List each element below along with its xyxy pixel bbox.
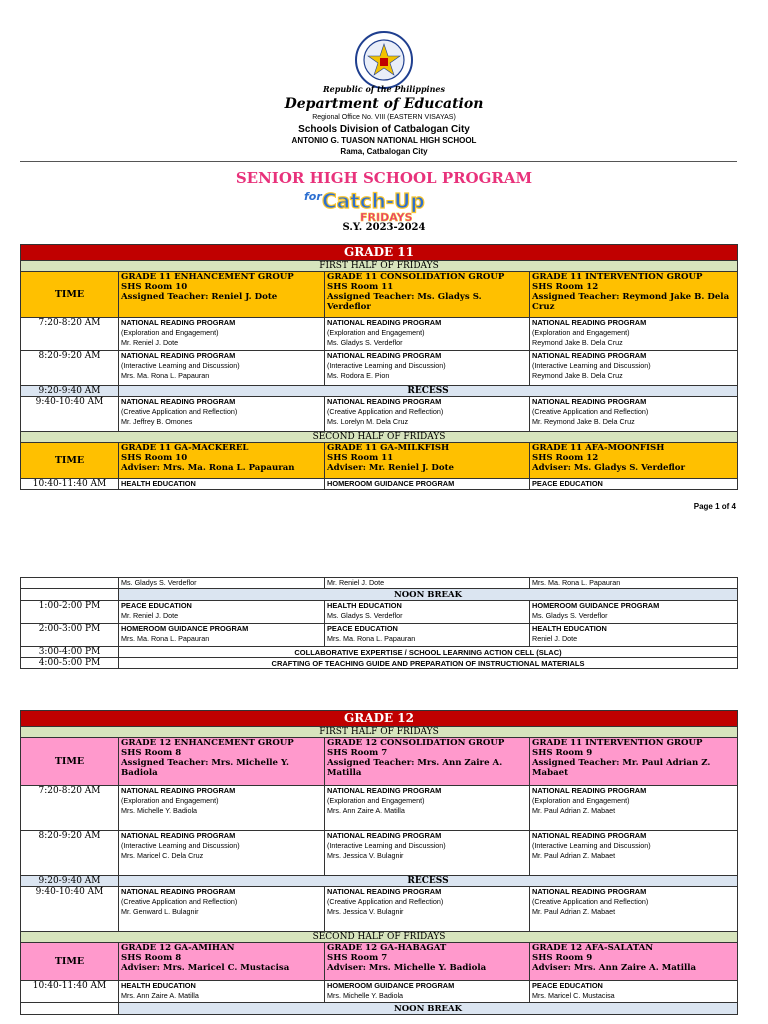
class-name: GRADE 11 GA-MACKEREL — [121, 443, 249, 453]
schedule-cell — [119, 786, 325, 831]
subject: PEACE EDUCATION — [121, 601, 192, 610]
class-adviser: Adviser: Mrs. Ma. Rona L. Papauran — [121, 463, 295, 473]
teacher: Ms. Gladys S. Verdeflor — [327, 611, 403, 620]
grade11-schedule-table — [20, 244, 738, 490]
teacher: Mrs. Jessica V. Bulagnir — [327, 851, 404, 860]
teacher: Mr. Jeffrey B. Omones — [121, 417, 193, 426]
class-adviser: Adviser: Mr. Reniel J. Dote — [327, 463, 455, 473]
time-cell: 9:40-10:40 AM — [21, 887, 119, 932]
schedule-cell — [119, 887, 325, 932]
recess-label: RECESS — [119, 386, 738, 397]
time-cell: 3:00-4:00 PM — [21, 647, 119, 658]
grade11-group-enhancement — [119, 272, 325, 318]
group-room: SHS Room 12 — [532, 282, 599, 292]
subject: NATIONAL READING PROGRAM — [121, 397, 236, 406]
subject: NATIONAL READING PROGRAM — [327, 318, 442, 327]
schedule-cell — [119, 479, 325, 490]
schedule-cell — [325, 318, 530, 351]
teacher: Mr. Genward L. Bulagnir — [121, 907, 199, 916]
catch-up-fridays-logo — [300, 186, 460, 224]
advisory-class — [530, 943, 738, 981]
schedule-cell — [530, 981, 738, 1003]
time-cell: 2:00-3:00 PM — [21, 624, 119, 647]
subject: NATIONAL READING PROGRAM — [121, 351, 236, 360]
phase: (Creative Application and Reflection) — [121, 407, 238, 416]
time-header: TIME — [21, 443, 119, 479]
class-room: SHS Room 12 — [532, 453, 599, 463]
time-header: TIME — [21, 738, 119, 786]
deped-seal-logo — [354, 30, 414, 90]
phase: (Interactive Learning and Discussion) — [327, 841, 446, 850]
subject: NATIONAL READING PROGRAM — [327, 397, 442, 406]
time-cell: 8:20-9:20 AM — [21, 831, 119, 876]
schedule-cell — [325, 786, 530, 831]
crafting-activity: CRAFTING OF TEACHING GUIDE AND PREPARATION OF INSTRUCTIONAL MATERIALS — [119, 658, 738, 669]
schedule-cell — [325, 831, 530, 876]
schedule-cell — [530, 479, 738, 490]
division-line: Schools Division of Catbalogan City — [298, 124, 470, 135]
class-name: GRADE 12 GA-HABAGAT — [327, 943, 447, 953]
subject: NATIONAL READING PROGRAM — [532, 831, 647, 840]
noon-break-label: NOON BREAK — [119, 1003, 738, 1015]
subject: NATIONAL READING PROGRAM — [121, 318, 236, 327]
region-line: Regional Office No. VIII (EASTERN VISAYAS) — [312, 114, 456, 121]
subject: PEACE EDUCATION — [532, 981, 603, 990]
phase: (Interactive Learning and Discussion) — [327, 361, 446, 370]
class-room: SHS Room 8 — [121, 953, 182, 963]
schedule-cell — [325, 601, 530, 624]
schedule-cell — [530, 397, 738, 432]
time-cell: 9:40-10:40 AM — [21, 397, 119, 432]
grade12-schedule-table — [20, 710, 738, 1015]
subject: HOMEROOM GUIDANCE PROGRAM — [121, 624, 249, 633]
class-name: GRADE 12 GA-AMIHAN — [121, 943, 235, 953]
group-teacher: Assigned Teacher: Ms. Gladys S. Verdeflor — [327, 292, 482, 312]
phase: (Creative Application and Reflection) — [327, 897, 444, 906]
schedule-cell — [325, 479, 530, 490]
group-name: GRADE 12 ENHANCEMENT GROUP — [121, 738, 294, 748]
teacher: Mrs. Ann Zaire A. Matilla — [121, 991, 199, 1000]
recess-time: 9:20-9:40 AM — [21, 876, 119, 887]
phase: (Exploration and Engagement) — [327, 328, 425, 337]
teacher: Mr. Paul Adrian Z. Mabaet — [532, 851, 616, 860]
teacher: Reymond Jake B. Dela Cruz — [532, 371, 623, 380]
group-name: GRADE 11 CONSOLIDATION GROUP — [327, 272, 505, 282]
grade12-title: GRADE 12 — [21, 711, 738, 727]
advisory-class — [119, 443, 325, 479]
subject: NATIONAL READING PROGRAM — [121, 831, 236, 840]
advisory-class — [325, 943, 530, 981]
department-name: Department of Education — [284, 96, 484, 112]
school-name: ANTONIO G. TUASON NATIONAL HIGH SCHOOL — [291, 136, 477, 145]
phase: (Interactive Learning and Discussion) — [532, 841, 651, 850]
time-cell: 10:40-11:40 AM — [21, 479, 119, 490]
group-name: GRADE 12 CONSOLIDATION GROUP — [327, 738, 505, 748]
phase: (Exploration and Engagement) — [327, 796, 425, 805]
schedule-cell — [530, 351, 738, 386]
schedule-cell — [119, 578, 325, 589]
slac-activity: COLLABORATIVE EXPERTISE / SCHOOL LEARNING ACTION CELL (SLAC) — [119, 647, 738, 658]
time-cell: 1:00-2:00 PM — [21, 601, 119, 624]
schedule-cell — [119, 601, 325, 624]
schedule-cell — [530, 578, 738, 589]
catchup-sub-text: FRIDAYS — [360, 211, 413, 224]
grade11-first-half-label: FIRST HALF OF FRIDAYS — [21, 261, 738, 272]
group-name: GRADE 11 INTERVENTION GROUP — [532, 738, 703, 748]
schedule-cell — [119, 318, 325, 351]
class-name: GRADE 11 AFA-MOONFISH — [532, 443, 665, 453]
advisory-class — [530, 443, 738, 479]
grade12-second-half-label: SECOND HALF OF FRIDAYS — [21, 932, 738, 943]
subject: HEALTH EDUCATION — [121, 981, 196, 990]
school-year: S.Y. 2023-2024 — [342, 222, 426, 233]
class-name: GRADE 11 GA-MILKFISH — [327, 443, 450, 453]
subject: NATIONAL READING PROGRAM — [327, 351, 442, 360]
phase: (Creative Application and Reflection) — [532, 407, 649, 416]
subject: HOMEROOM GUIDANCE PROGRAM — [327, 981, 455, 990]
subject: PEACE EDUCATION — [532, 479, 603, 488]
class-adviser: Adviser: Ms. Gladys S. Verdeflor — [532, 463, 686, 473]
teacher: Mr. Reniel J. Dote — [121, 338, 179, 347]
subject: HOMEROOM GUIDANCE PROGRAM — [327, 479, 455, 488]
teacher: Ms. Gladys S. Verdeflor — [532, 611, 608, 620]
time-cell: 8:20-9:20 AM — [21, 351, 119, 386]
subject: NATIONAL READING PROGRAM — [121, 786, 236, 795]
school-address: Rama, Catbalogan City — [340, 147, 428, 156]
time-cell-empty — [21, 578, 119, 589]
teacher: Mr. Reymond Jake B. Dela Cruz — [532, 417, 635, 426]
schedule-cell — [325, 981, 530, 1003]
time-cell: 10:40-11:40 AM — [21, 981, 119, 1003]
class-room: SHS Room 10 — [121, 453, 188, 463]
schedule-cell — [119, 624, 325, 647]
page-number: Page 1 of 4 — [693, 502, 736, 511]
grade12-group-consolidation — [325, 738, 530, 786]
schedule-cell — [530, 786, 738, 831]
teacher: Mr. Paul Adrian Z. Mabaet — [532, 907, 616, 916]
teacher: Mrs. Michelle Y. Badiola — [121, 806, 198, 815]
class-name: GRADE 12 AFA-SALATAN — [532, 943, 654, 953]
group-teacher: Assigned Teacher: Reymond Jake B. Dela Cruz — [532, 292, 730, 312]
group-teacher: Assigned Teacher: Mrs. Ann Zaire A. Matilla — [327, 758, 503, 778]
schedule-cell — [325, 351, 530, 386]
program-title: SENIOR HIGH SCHOOL PROGRAM — [235, 169, 533, 187]
republic-line: Republic of the Philippines — [322, 84, 445, 94]
header-divider — [20, 161, 737, 162]
class-adviser: Adviser: Mrs. Michelle Y. Badiola — [327, 963, 487, 973]
time-cell-empty — [21, 589, 119, 601]
phase: (Exploration and Engagement) — [121, 796, 219, 805]
grade12-first-half-label: FIRST HALF OF FRIDAYS — [21, 727, 738, 738]
subject: HEALTH EDUCATION — [121, 479, 196, 488]
recess-label: RECESS — [119, 876, 738, 887]
teacher: Ms. Gladys S. Verdeflor — [121, 578, 197, 587]
schedule-cell — [325, 578, 530, 589]
class-adviser: Adviser: Mrs. Ann Zaire A. Matilla — [532, 963, 697, 973]
group-room: SHS Room 11 — [327, 282, 394, 292]
teacher: Mr. Paul Adrian Z. Mabaet — [532, 806, 616, 815]
teacher: Reymond Jake B. Dela Cruz — [532, 338, 623, 347]
schedule-cell — [530, 624, 738, 647]
phase: (Interactive Learning and Discussion) — [121, 361, 240, 370]
subject: NATIONAL READING PROGRAM — [327, 831, 442, 840]
catchup-for-text: for — [304, 190, 322, 203]
teacher: Mrs. Ma. Rona L. Papauran — [121, 634, 210, 643]
subject: NATIONAL READING PROGRAM — [532, 786, 647, 795]
phase: (Exploration and Engagement) — [532, 328, 630, 337]
subject: HEALTH EDUCATION — [327, 601, 402, 610]
teacher: Ms. Gladys S. Verdeflor — [327, 338, 403, 347]
group-room: SHS Room 7 — [327, 748, 388, 758]
class-room: SHS Room 7 — [327, 953, 388, 963]
schedule-cell — [530, 318, 738, 351]
grade11-title: GRADE 11 — [21, 245, 738, 261]
group-room: SHS Room 9 — [532, 748, 593, 758]
teacher: Mrs. Ma. Rona L. Papauran — [532, 578, 621, 587]
grade11-schedule-continued — [20, 577, 738, 669]
schedule-cell — [325, 624, 530, 647]
noon-break-label: NOON BREAK — [119, 589, 738, 601]
subject: PEACE EDUCATION — [327, 624, 398, 633]
page-gap — [0, 522, 768, 560]
subject: NATIONAL READING PROGRAM — [327, 887, 442, 896]
subject: NATIONAL READING PROGRAM — [532, 397, 647, 406]
page-2 — [0, 560, 768, 1024]
time-cell-empty — [21, 1003, 119, 1015]
time-cell: 4:00-5:00 PM — [21, 658, 119, 669]
group-name: GRADE 11 ENHANCEMENT GROUP — [121, 272, 294, 282]
teacher: Mrs. Ma. Rona L. Papauran — [327, 634, 416, 643]
class-room: SHS Room 9 — [532, 953, 593, 963]
teacher: Mr. Reniel J. Dote — [121, 611, 179, 620]
subject: NATIONAL READING PROGRAM — [532, 351, 647, 360]
schedule-cell — [119, 351, 325, 386]
subject: HEALTH EDUCATION — [532, 624, 607, 633]
teacher: Ms. Rodora E. Pion — [327, 371, 390, 380]
grade11-group-consolidation — [325, 272, 530, 318]
grade12-group-intervention — [530, 738, 738, 786]
schedule-cell — [325, 887, 530, 932]
subject: HOMEROOM GUIDANCE PROGRAM — [532, 601, 660, 610]
teacher: Ms. Lorelyn M. Dela Cruz — [327, 417, 409, 426]
advisory-class — [325, 443, 530, 479]
schedule-cell — [530, 601, 738, 624]
phase: (Interactive Learning and Discussion) — [121, 841, 240, 850]
teacher: Mr. Reniel J. Dote — [327, 578, 385, 587]
time-header: TIME — [21, 272, 119, 318]
phase: (Exploration and Engagement) — [532, 796, 630, 805]
schedule-cell — [119, 831, 325, 876]
teacher: Mrs. Michelle Y. Badiola — [327, 991, 404, 1000]
grade11-second-half-label: SECOND HALF OF FRIDAYS — [21, 432, 738, 443]
teacher: Mrs. Maricel C. Dela Cruz — [121, 851, 204, 860]
recess-time: 9:20-9:40 AM — [21, 386, 119, 397]
phase: (Exploration and Engagement) — [121, 328, 219, 337]
phase: (Creative Application and Reflection) — [121, 897, 238, 906]
schedule-cell — [325, 397, 530, 432]
advisory-class — [119, 943, 325, 981]
subject: NATIONAL READING PROGRAM — [121, 887, 236, 896]
phase: (Creative Application and Reflection) — [327, 407, 444, 416]
group-teacher: Assigned Teacher: Mr. Paul Adrian Z. Mabaet — [532, 758, 711, 778]
catchup-main-text: Catch-Up — [322, 189, 425, 213]
group-name: GRADE 11 INTERVENTION GROUP — [532, 272, 703, 282]
subject: NATIONAL READING PROGRAM — [327, 786, 442, 795]
group-teacher: Assigned Teacher: Mrs. Michelle Y. Badiola — [121, 758, 290, 778]
schedule-cell — [530, 831, 738, 876]
subject: NATIONAL READING PROGRAM — [532, 318, 647, 327]
teacher: Mrs. Maricel C. Mustacisa — [532, 991, 615, 1000]
group-teacher: Assigned Teacher: Reniel J. Dote — [121, 292, 278, 302]
time-cell: 7:20-8:20 AM — [21, 786, 119, 831]
schedule-cell — [119, 397, 325, 432]
teacher: Mrs. Ann Zaire A. Matilla — [327, 806, 405, 815]
subject: NATIONAL READING PROGRAM — [532, 887, 647, 896]
schedule-cell — [530, 887, 738, 932]
time-cell: 7:20-8:20 AM — [21, 318, 119, 351]
grade12-group-enhancement — [119, 738, 325, 786]
class-room: SHS Room 11 — [327, 453, 394, 463]
time-header: TIME — [21, 943, 119, 981]
schedule-cell — [119, 981, 325, 1003]
phase: (Creative Application and Reflection) — [532, 897, 649, 906]
teacher: Mrs. Ma. Rona L. Papauran — [121, 371, 210, 380]
group-room: SHS Room 8 — [121, 748, 182, 758]
grade11-group-intervention — [530, 272, 738, 318]
group-room: SHS Room 10 — [121, 282, 188, 292]
phase: (Interactive Learning and Discussion) — [532, 361, 651, 370]
class-adviser: Adviser: Mrs. Maricel C. Mustacisa — [121, 963, 290, 973]
teacher: Reniel J. Dote — [532, 634, 578, 643]
teacher: Mrs. Jessica V. Bulagnir — [327, 907, 404, 916]
